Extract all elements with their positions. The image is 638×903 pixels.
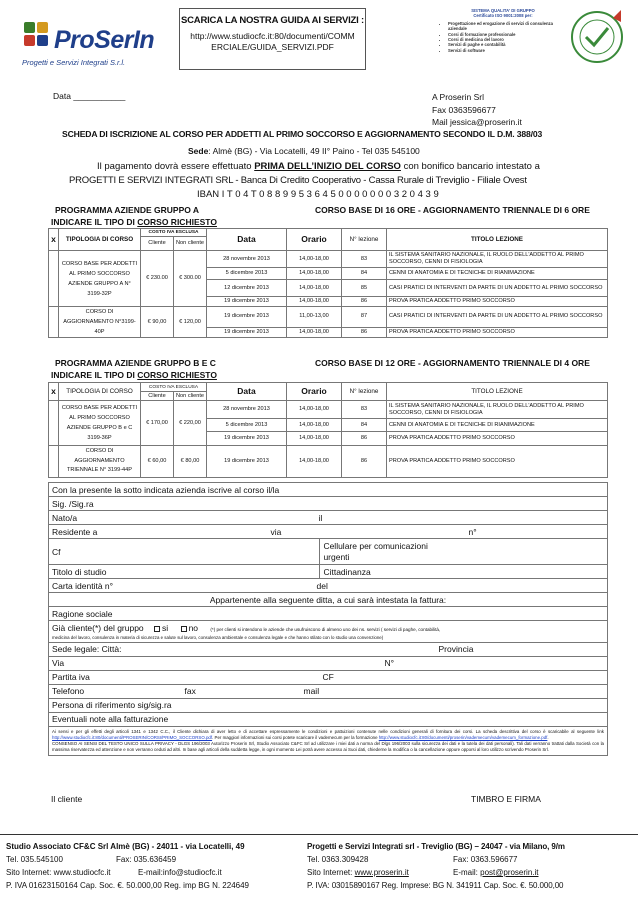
price-client: € 230.00 (141, 251, 174, 307)
terms-text: . Per maggiori informazioni sui corsi potete scaricare il vademecum per la formazione (212, 734, 379, 740)
lesson-date: 5 dicembre 2013 (207, 419, 287, 432)
lesson-time: 14,00-18,00 (287, 297, 342, 307)
cert-item: • Corsi di formazione professionale (448, 32, 568, 37)
col-time: Orario (287, 229, 342, 251)
footer-left-email[interactable]: E-mail:info@studiocfc.it (138, 868, 222, 877)
col-select: x (49, 383, 59, 401)
legal-terms (49, 726, 608, 756)
lesson-date: 28 novembre 2013 (207, 401, 287, 419)
lesson-title: IL SISTEMA SANITARIO NAZIONALE, IL RUOLO DELL'ADDETTO AL PRIMO SOCCORSO, CENNI DI FISIOLOGIA (387, 401, 608, 419)
date-field[interactable]: Data ___________ (53, 91, 126, 101)
program-a-indicate (51, 217, 217, 227)
footer-right-fax: Fax: 0363.596677 (453, 855, 518, 864)
payment-post: con bonifico bancario intestato a (400, 161, 540, 172)
birth-place-label: Nato/a (52, 512, 78, 523)
lesson-date: 12 dicembre 2013 (207, 280, 287, 297)
lesson-date: 19 dicembre 2013 (207, 297, 287, 307)
course-name: CORSO BASE PER ADDETTI AL PRIMO SOCCORSO AZIENDE GRUPPO B e C 3199-36P (59, 401, 141, 446)
lesson-time: 14,00-18,00 (287, 268, 342, 280)
guide-url-line2: ERCIALE/GUIDA_SERVIZI.PDF (211, 42, 334, 52)
lesson-number: 83 (342, 401, 387, 419)
company-street-field[interactable] (49, 656, 608, 670)
invoice-notes-label: Eventuali note alla fatturazione (52, 714, 169, 724)
vat-field[interactable] (49, 670, 608, 684)
col-nonclient: Non cliente (174, 392, 207, 401)
guide-download-box (179, 8, 366, 70)
terms-text: . (547, 734, 549, 740)
tax-code-field[interactable] (49, 539, 320, 565)
indicate-label: INDICARE IL TIPO DI (51, 217, 138, 227)
participant-name-field[interactable] (49, 497, 608, 511)
registration-form (48, 482, 608, 756)
lesson-title: IL SISTEMA SANITARIO NAZIONALE, IL RUOLO DELL'ADDETTO AL PRIMO SOCCORSO, CENNI DI FISIOLOGIA (387, 251, 608, 268)
company-name-label: Ragione sociale (52, 608, 113, 619)
table-row (49, 401, 608, 419)
cert-title: SISTEMA QUALITA' DI GRUPPO (471, 8, 535, 13)
venue-address: : Almè (BG) - Via Locatelli, 49 II° Paino - Tel 035 545100 (208, 146, 420, 156)
lesson-time: 14,00-18,00 (287, 419, 342, 432)
quality-certification (438, 8, 568, 53)
lesson-time: 14,00-18,00 (287, 327, 342, 337)
proserin-logo (10, 14, 170, 70)
recipient-mail: Mail jessica@proserin.it (432, 117, 522, 127)
citizenship-field[interactable] (320, 565, 608, 579)
footer-left-vat: P. IVA 01623150164 Cap. Soc. €. 50.000,00 Reg. imp BG N. 224649 (6, 881, 249, 890)
course-name: CORSO DI AGGIORNAMENTO N°3199-40P (59, 307, 141, 338)
privacy-consent-text: CONSENSO AI SENSI DEL TESTO UNICO SULLA PRIVACY - DLGS 196/2003 Autorizzo Proserin Srl, Studio Associato C&FC Srl ad utilizzare i miei dati a norma del Dlgs 196/2003 sulla sicurezza dei dati e la tutela dei dati personali). Tali dati verranno trattati dalla Società con la massima riservatezza ed attenzione e non verranno ceduti ad altri. In base agli articoli della suddetta legge, in ogni momento Lei potrà avere accesso ai Suoi dati, chiederne la modifica o la cancellazione oppure opporsi al loro utilizzo scrivendo Proserin Srl. (52, 740, 604, 753)
footer-right-site[interactable]: www.proserin.it (354, 868, 409, 877)
program-bc-indicate (51, 370, 217, 380)
birth-date-label: il (318, 512, 323, 523)
existing-client-label: Già cliente(*) del gruppo (52, 622, 144, 633)
footer-left-name: Studio Associato CF&C Srl Almè (BG) - 24011 - via Locatelli, 49 (6, 842, 245, 851)
col-course-type: TIPOLOGIA DI CORSO (59, 383, 141, 401)
select-checkbox-cell[interactable] (49, 251, 59, 307)
price-nonclient: € 220,00 (174, 401, 207, 446)
program-bc-title: PROGRAMMA AZIENDE GRUPPO B E C (55, 358, 216, 368)
program-a-title: PROGRAMMA AZIENDE GRUPPO A (55, 205, 200, 215)
client-signature-label: Il cliente (51, 794, 83, 804)
certification-badge-icon (568, 8, 626, 66)
residence-field[interactable] (49, 525, 608, 539)
fax-label: fax (184, 686, 196, 696)
vademecum-link[interactable]: http://www.studiocfc.it:80/documenti/proserin/vademecum/vademecum_formazione.pdf (378, 734, 548, 740)
lesson-title: CASI PRATICI DI INTERVENTI DA PARTE DI UN ADDETTO AL PRIMO SOCCORSO (387, 280, 608, 297)
lesson-number: 87 (342, 307, 387, 328)
price-client: € 90,00 (141, 307, 174, 338)
lesson-date: 19 dicembre 2013 (207, 327, 287, 337)
col-cost: COSTO IVA ESCLUSA (141, 229, 207, 237)
footer-left-tel: Tel. 035.545100 (6, 855, 63, 864)
col-lesson-number: N° lezione (342, 229, 387, 251)
col-lesson-title: TITOLO LEZIONE (387, 383, 608, 401)
lesson-time: 14,00-18,00 (287, 432, 342, 446)
price-nonclient: € 120,00 (174, 307, 207, 338)
no-label: no (188, 622, 199, 633)
col-lesson-title: TITOLO LEZIONE (387, 229, 608, 251)
lesson-date: 19 dicembre 2013 (207, 432, 287, 446)
program-a-hours: CORSO BASE DI 16 ORE - AGGIORNAMENTO TRIENNALE DI 6 ORE (315, 205, 590, 215)
company-number-label: N° (384, 658, 395, 668)
lesson-number: 86 (342, 432, 387, 446)
lesson-number: 83 (342, 251, 387, 268)
venue-label: Sede (188, 146, 209, 156)
table-row (49, 446, 608, 478)
id-card-label: Carta identità n° (52, 580, 114, 591)
lesson-number: 84 (342, 419, 387, 432)
col-date: Data (207, 229, 287, 251)
payment-emphasis: PRIMA DELL’INIZIO DEL CORSO (254, 161, 401, 172)
footer-right-vat: P. IVA: 03015890167 Reg. Imprese: BG N. 341911 Cap. Soc. €. 50.000,00 (307, 881, 564, 890)
residence-street-label: via (270, 526, 282, 537)
id-card-field[interactable] (49, 579, 608, 593)
payment-info (97, 161, 540, 172)
client-note-continued: medicina del lavoro, consulenza in materia di sicurezza e salute sul lavoro, consulenza ambientale e consulenza legale e che hanno stilato con lo studio una convenzione) (49, 635, 608, 643)
mail-label: mail (303, 686, 320, 696)
lesson-time: 14,00-18,00 (287, 251, 342, 268)
footer-studio-cfc (6, 840, 249, 892)
recipient-company: A Proserin Srl (432, 92, 484, 102)
lesson-time: 14,00-18,00 (287, 446, 342, 478)
company-street-label: Via (52, 658, 65, 668)
cert-item: • Progettazione ed erogazione di servizi di consulenza aziendale (448, 21, 568, 32)
lesson-title: PROVA PRATICA ADDETTO PRIMO SOCCORSO (387, 327, 608, 337)
course-sheet-link[interactable]: http://www.studiocfc.it:80/documenti/PROSERIN/CORSI/PRIMO_SOCCORSO.pdf (52, 734, 213, 740)
recipient-block (432, 91, 522, 129)
education-label: Titolo di studio (52, 566, 107, 577)
guide-url-line1: http://www.studiocfc.it:80/documenti/COMM (190, 31, 355, 41)
recipient-fax: Fax 0363596677 (432, 104, 496, 115)
client-note: (*) per clienti si intendono le aziende che usufruiscono di almeno uno dei ns. servizi ( servizi di paghe, contabilità, (210, 626, 441, 632)
payment-pre: Il pagamento dovrà essere effettuato (97, 161, 255, 172)
phone-label: Telefono (52, 686, 85, 696)
iban: IBAN I T 0 4 T 0 8 8 9 9 5 3 6 4 5 0 0 0 0 0 0 0 3 2 0 4 3 9 (197, 189, 439, 200)
province-label: Provincia (438, 644, 474, 654)
lesson-title: PROVA PRATICA ADDETTO PRIMO SOCCORSO (387, 297, 608, 307)
bank-details: PROGETTI E SERVIZI INTEGRATI SRL - Banca Di Credito Cooperativo - Cassa Rurale di Treviglio - Filiale Ovest (69, 175, 527, 186)
select-checkbox-cell[interactable] (49, 401, 59, 446)
select-checkbox-cell[interactable] (49, 307, 59, 338)
footer-left-fax: Fax: 035.636459 (116, 855, 177, 864)
page-footer (0, 834, 638, 903)
birth-field[interactable] (49, 511, 608, 525)
col-date: Data (207, 383, 287, 401)
legal-seat-field[interactable] (49, 642, 608, 656)
participant-name-label: Sig. /Sig.ra (52, 498, 94, 509)
contact-person-label: Persona di riferimento sig/sig.ra (52, 700, 172, 710)
lesson-number: 86 (342, 297, 387, 307)
indicate-underlined: CORSO RICHIESTO (137, 217, 217, 227)
company-name-field[interactable] (49, 607, 608, 621)
company-tax-code-label: CF (322, 672, 334, 682)
invoice-notes-field[interactable] (49, 712, 608, 726)
cert-item: • Servizi di software (448, 48, 568, 53)
price-client: € 170,00 (141, 401, 174, 446)
indicate-label: INDICARE IL TIPO DI (51, 370, 138, 380)
yes-label: si (162, 622, 169, 633)
mobile-field[interactable] (320, 539, 608, 565)
price-nonclient: € 300.00 (174, 251, 207, 307)
lesson-date: 19 dicembre 2013 (207, 307, 287, 328)
col-client: Cliente (141, 237, 174, 251)
lesson-title: CASI PRATICI DI INTERVENTI DA PARTE DI UN ADDETTO AL PRIMO SOCCORSO (387, 307, 608, 328)
contact-person-field[interactable] (49, 698, 608, 712)
lesson-time: 14,00-18,00 (287, 280, 342, 297)
course-name: CORSO BASE PER ADDETTI AL PRIMO SOCCORSO AZIENDE GRUPPO A N° 3199-32P (59, 251, 141, 307)
tax-code-label: Cf (52, 546, 61, 557)
footer-right-site-label: Sito Internet: (307, 868, 355, 877)
lesson-title: CENNI DI ANATOMIA E DI TECNICHE DI RIANIMAZIONE (387, 419, 608, 432)
lesson-title: PROVA PRATICA ADDETTO PRIMO SOCCORSO (387, 446, 608, 478)
logo-wordmark: ProSerIn (54, 26, 155, 54)
company-section-heading: Appartenente alla seguente ditta, a cui sarà intestata la fattura: (49, 593, 608, 607)
guide-title: SCARICA LA NOSTRA GUIDA AI SERVIZI : (181, 15, 364, 26)
cert-item: • Servizi di paghe e contabilità (448, 42, 568, 47)
lesson-title: PROVA PRATICA ADDETTO PRIMO SOCCORSO (387, 432, 608, 446)
no-checkbox[interactable] (181, 626, 187, 632)
course-table-group-bc (48, 382, 608, 478)
cert-item: • Corsi di medicina del lavoro (448, 37, 568, 42)
footer-right-name: Progetti e Servizi Integrati srl - Treviglio (BG) – 24047 - via Milano, 9/m (307, 842, 565, 851)
indicate-underlined: CORSO RICHIESTO (137, 370, 217, 380)
footer-right-tel: Tel. 0363.309428 (307, 855, 369, 864)
residence-label: Residente a (52, 526, 98, 537)
select-checkbox-cell[interactable] (49, 446, 59, 478)
lesson-date: 28 novembre 2013 (207, 251, 287, 268)
legal-seat-label: Sede legale: Città: (52, 644, 122, 654)
table-row (49, 307, 608, 328)
footer-right-email[interactable]: post@proserin.it (480, 868, 539, 877)
col-nonclient: Non cliente (174, 237, 207, 251)
lesson-title: CENNI DI ANATOMIA E DI TECNICHE DI RIANIMAZIONE (387, 268, 608, 280)
course-table-group-a (48, 228, 608, 338)
col-cost: COSTO IVA ESCLUSA (141, 383, 207, 392)
footer-proserin (307, 840, 565, 892)
existing-client-field (49, 621, 608, 635)
page-title: SCHEDA DI ISCRIZIONE AL CORSO PER ADDETTI AL PRIMO SOCCORSO E AGGIORNAMENTO SECONDO IL D.M. 388/03 (62, 129, 543, 139)
form-intro: Con la presente la sotto indicata azienda iscrive al corso il/la (49, 483, 608, 497)
logo-tagline: Progetti e Servizi Integrati S.r.l. (22, 58, 126, 67)
col-select: x (49, 229, 59, 251)
col-time: Orario (287, 383, 342, 401)
guide-link[interactable] (180, 31, 365, 53)
yes-checkbox[interactable] (154, 626, 160, 632)
terms-text: Ai sensi e per gli effetti degli articoli 1341 e 1342 C.C., il Cliente dichiara di aver letto e di accettare espressamente le condizioni e pattuizioni contenute nelle condizioni generali di fornitura dei corsi. La scheda descrittiva del corso è scaricabile al seguente link (52, 728, 604, 734)
venue (188, 146, 420, 156)
table-row (49, 251, 608, 268)
price-nonclient: € 80,00 (174, 446, 207, 478)
lesson-time: 14,00-18,00 (287, 401, 342, 419)
stamp-signature-label: TIMBRO E FIRMA (471, 794, 541, 804)
col-course-type: TIPOLOGIA DI CORSO (59, 229, 141, 251)
lesson-number: 86 (342, 327, 387, 337)
lesson-time: 11,00-13,00 (287, 307, 342, 328)
cert-subtitle: Certificato ISO 9001:2008 per: (473, 13, 533, 19)
contacts-field[interactable] (49, 684, 608, 698)
education-field[interactable] (49, 565, 320, 579)
footer-right-email-label: E-mail: (453, 868, 481, 877)
lesson-date: 5 dicembre 2013 (207, 268, 287, 280)
id-card-date-label: del (316, 580, 328, 591)
lesson-date: 19 dicembre 2013 (207, 446, 287, 478)
program-bc-hours: CORSO BASE DI 12 ORE - AGGIORNAMENTO TRIENNALE DI 4 ORE (315, 358, 590, 368)
course-name: CORSO DI AGGIORNAMENTO TRIENNALE N° 3199-44P (59, 446, 141, 478)
citizenship-label: Cittadinanza (323, 566, 371, 577)
lesson-number: 85 (342, 280, 387, 297)
col-client: Cliente (141, 392, 174, 401)
col-lesson-number: N° lezione (342, 383, 387, 401)
mobile-label: Cellulare per comunicazioni urgenti (323, 540, 428, 562)
vat-label: Partita iva (52, 672, 90, 682)
lesson-number: 86 (342, 446, 387, 478)
price-client: € 60,00 (141, 446, 174, 478)
footer-left-site[interactable]: Sito Internet: www.studiocfc.it (6, 868, 111, 877)
residence-number-label: n° (468, 526, 477, 537)
lesson-number: 84 (342, 268, 387, 280)
